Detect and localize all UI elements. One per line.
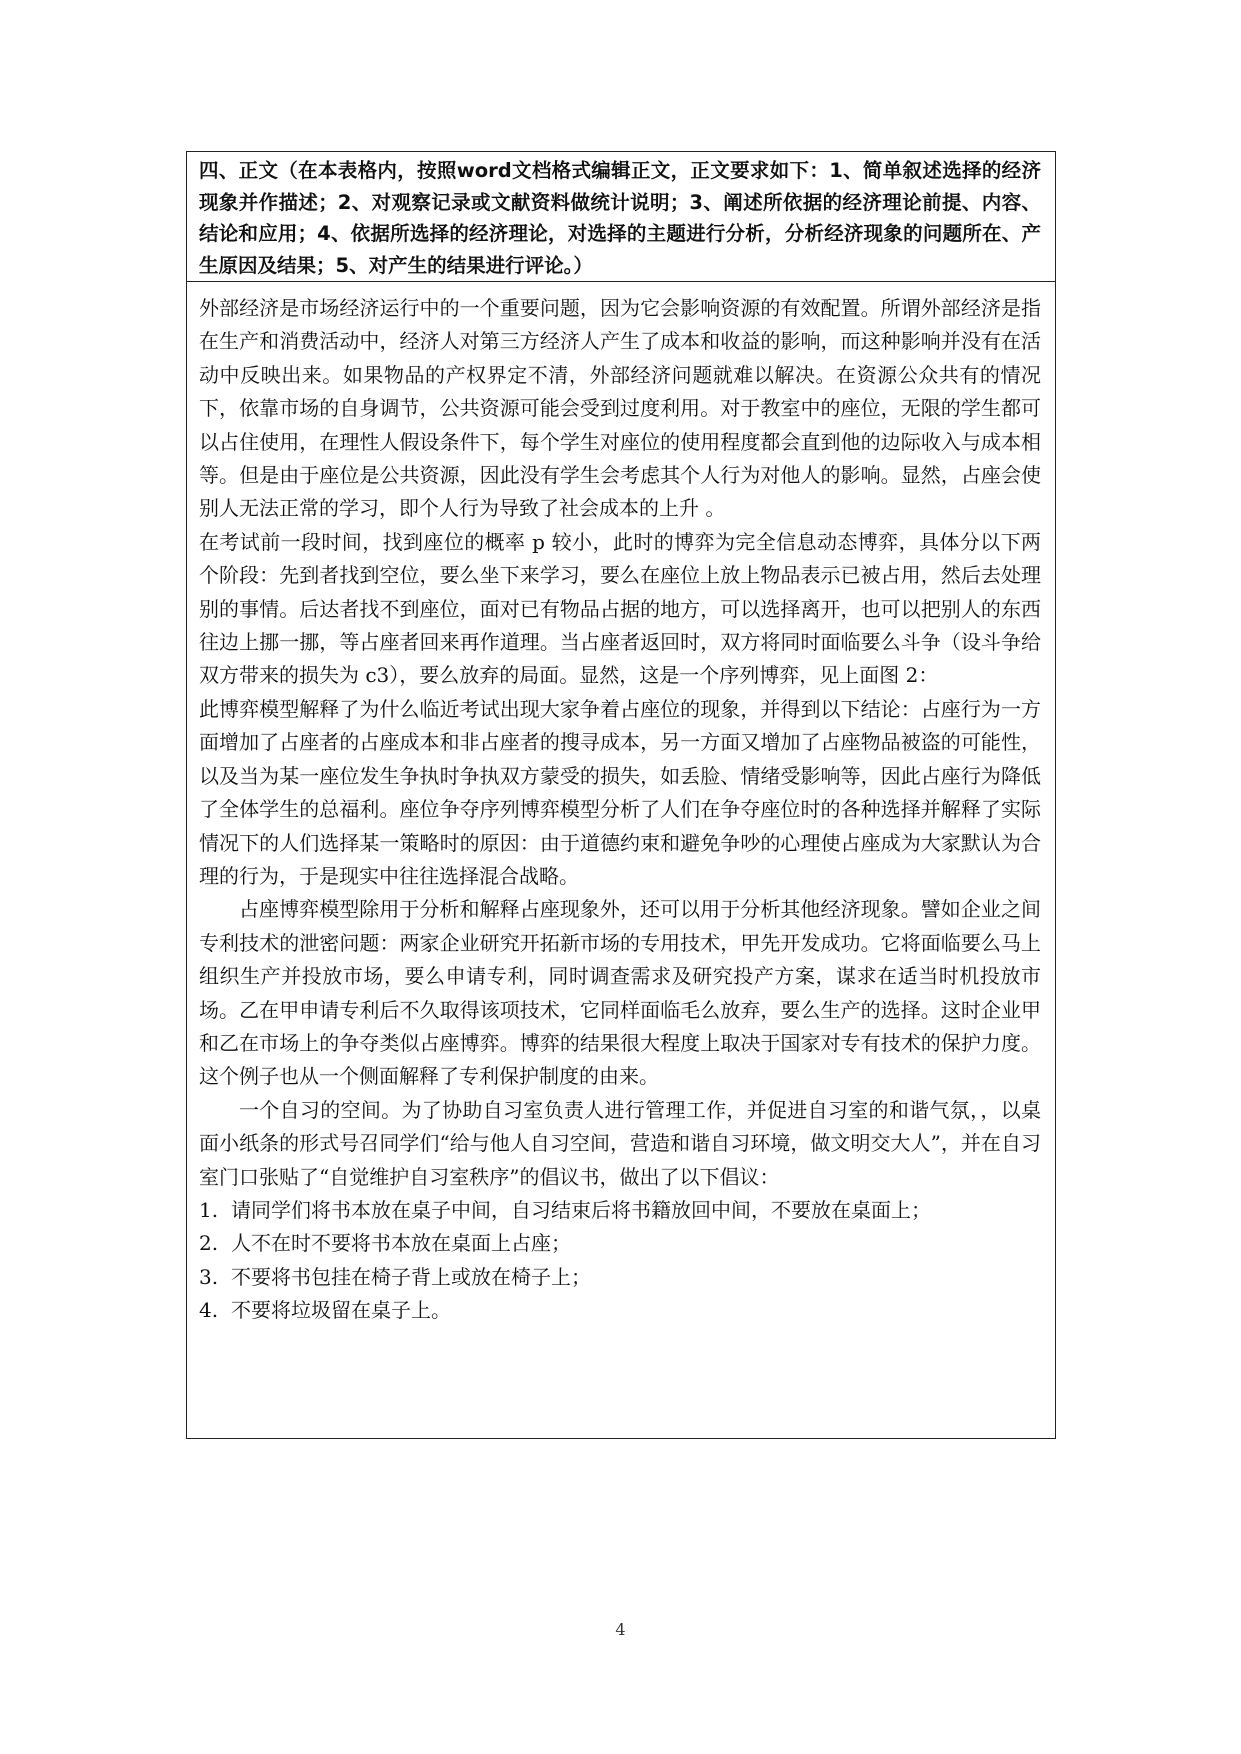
- list-item: [199, 1194, 1041, 1227]
- paragraph-dynamic-game: 在考试前一段时间，找到座位的概率 p 较小，此时的博弈为完全信息动态博弈，具体分以下两个阶段：先到者找到空位，要么坐下来学习，要么在座位上放上物品表示已被占用，然后去处理别的事情。后达者找不到座位，面对已有物品占据的地方，可以选择离开，也可以把别人的东西往边上挪一挪，等占座者回来再作道理。当占座者返回时，双方将同时面临要么斗争（设斗争给双方带来的损失为 c3），要么放弃的局面。显然，这是一个序列博弈，见上面图 2：: [199, 529, 1041, 688]
- body-cell: [187, 292, 1055, 1328]
- paragraph-study-room: 一个自习的空间。为了协助自习室负责人进行管理工作，并促进自习室的和谐气氛，，以桌面小纸条的形式号召同学们“给与他人自习空间，营造和谐自习环境，做文明交大人”，并在自习室门口张贴了“自觉维护自习室秩序”的倡议书，做出了以下倡议：: [199, 1097, 1041, 1189]
- list-item: [199, 1294, 1041, 1327]
- paragraph-game-conclusion: 此博弈模型解释了为什么临近考试出现大家争着占座位的现象，并得到以下结论：占座行为一方面增加了占座者的占座成本和非占座者的搜寻成本，另一方面又增加了占座物品被盗的可能性，以及当为某一座位发生争执时争执双方蒙受的损失，如丢脸、情绪受影响等，因此占座行为降低了全体学生的总福利。座位争夺序列博弈模型分析了人们在争夺座位时的各种选择并解释了实际情况下的人们选择某一策略时的原因：由于道德约束和避免争吵的心理使占座成为大家默认为合理的行为，于是现实中往往选择混合战略。: [199, 696, 1041, 888]
- page-number: 4: [615, 1620, 626, 1639]
- essay-table: [186, 151, 1056, 1439]
- list-number: 4.: [199, 1298, 219, 1323]
- list-number: 2.: [199, 1231, 219, 1256]
- list-text: 请同学们将书本放在桌子中间，自习结束后将书籍放回中间，不要放在桌面上；: [231, 1197, 931, 1222]
- instruction-text: 四、正文（在本表格内，按照word文档格式编辑正文，正文要求如下：1、简单叙述选择的经济现象并作描述；2、对观察记录或文献资料做统计说明；3、阐述所依据的经济理论前提、内容、结论和应用；4、依据所选择的经济理论，对选择的主题进行分析，分析经济现象的问题所在、产生原因及结果；5、对产生的结果进行评论。）: [199, 159, 1041, 277]
- list-item: [199, 1227, 1041, 1260]
- paragraph-external-economy: 外部经济是市场经济运行中的一个重要问题，因为它会影响资源的有效配置。所谓外部经济是指在生产和消费活动中，经济人对第三方经济人产生了成本和收益的影响，而这种影响并没有在活动中反映出来。如果物品的产权界定不清，外部经济问题就难以解决。在资源公众共有的情况下，依靠市场的自身调节，公共资源可能会受到过度利用。对于教室中的座位，无限的学生都可以占住使用，在理性人假设条件下，每个学生对座位的使用程度都会直到他的边际收入与成本相等。但是由于座位是公共资源，因此没有学生会考虑其个人行为对他人的影响。显然，占座会使别人无法正常的学习，即个人行为导致了社会成本的上升 。: [199, 296, 1041, 521]
- list-number: 3.: [199, 1264, 219, 1289]
- list-number: 1.: [199, 1197, 219, 1222]
- instruction-cell: [187, 152, 1055, 282]
- paragraph-patent-example: 占座博弈模型除用于分析和解释占座现象外，还可以用于分析其他经济现象。譬如企业之间专利技术的泄密问题：两家企业研究开拓新市场的专用技术，甲先开发成功。它将面临要么马上组织生产并投放市场，要么申请专利，同时调查需求及研究投产方案，谋求在适当时机投放市场。乙在甲申请专利后不久取得该项技术，它同样面临毛么放弃，要么生产的选择。这时企业甲和乙在市场上的争夺类似占座博弈。博弈的结果很大程度上取决于国家对专有技术的保护力度。这个例子也从一个侧面解释了专利保护制度的由来。: [199, 897, 1041, 1089]
- list-text: 人不在时不要将书本放在桌面上占座；: [231, 1231, 571, 1256]
- list-text: 不要将垃圾留在桌子上。: [231, 1298, 451, 1323]
- list-text: 不要将书包挂在椅子背上或放在椅子上；: [231, 1264, 591, 1289]
- list-item: [199, 1261, 1041, 1294]
